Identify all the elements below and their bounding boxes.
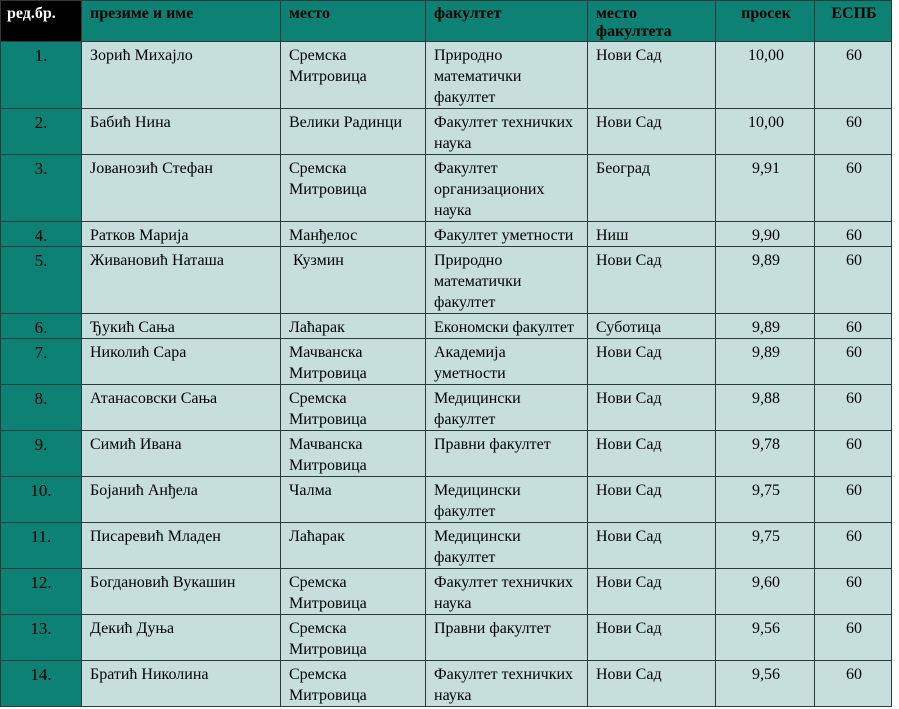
cell-espb: 60 (815, 155, 892, 222)
cell-faculty: Природно математички факултет (426, 247, 588, 314)
cell-faculty: Медицински факултет (426, 523, 588, 569)
cell-place: Лаћарак (281, 314, 426, 339)
cell-faculty: Факултет техничких наука (426, 109, 588, 155)
cell-place: Сремска Митровица (281, 155, 426, 222)
cell-average: 10,00 (716, 109, 815, 155)
cell-faculty-city: Нови Сад (588, 431, 716, 477)
cell-number: 1. (1, 42, 82, 109)
cell-average: 9,56 (716, 661, 815, 707)
header-number: ред.бр. (1, 1, 82, 42)
cell-name: Зорић Михајло (82, 42, 281, 109)
cell-number: 5. (1, 247, 82, 314)
table-row (1, 155, 892, 222)
cell-faculty: Факултет техничких наука (426, 661, 588, 707)
cell-espb: 60 (815, 615, 892, 661)
cell-faculty: Факултет техничких наука (426, 569, 588, 615)
cell-espb: 60 (815, 569, 892, 615)
cell-average: 9,91 (716, 155, 815, 222)
table-row (1, 314, 892, 339)
header-average: просек (716, 1, 815, 42)
cell-name: Ратков Марија (82, 222, 281, 247)
cell-number: 4. (1, 222, 82, 247)
cell-place: Мачванска Митровица (281, 431, 426, 477)
cell-espb: 60 (815, 431, 892, 477)
cell-number: 8. (1, 385, 82, 431)
cell-faculty-city: Нови Сад (588, 477, 716, 523)
header-faculty-city: место факултета (588, 1, 716, 42)
table-row (1, 42, 892, 109)
table-row (1, 569, 892, 615)
cell-faculty-city: Нови Сад (588, 615, 716, 661)
cell-faculty-city: Нови Сад (588, 42, 716, 109)
table-row (1, 661, 892, 707)
cell-name: Јованозић Стефан (82, 155, 281, 222)
cell-faculty-city: Нови Сад (588, 247, 716, 314)
cell-espb: 60 (815, 314, 892, 339)
cell-espb: 60 (815, 247, 892, 314)
cell-place: Сремска Митровица (281, 569, 426, 615)
cell-place: Сремска Митровица (281, 661, 426, 707)
cell-number: 3. (1, 155, 82, 222)
cell-average: 9,88 (716, 385, 815, 431)
cell-faculty-city: Нови Сад (588, 661, 716, 707)
cell-number: 2. (1, 109, 82, 155)
table-row (1, 109, 892, 155)
table-row (1, 615, 892, 661)
cell-espb: 60 (815, 339, 892, 385)
cell-average: 9,90 (716, 222, 815, 247)
cell-place: Лаћарак (281, 523, 426, 569)
cell-faculty-city: Београд (588, 155, 716, 222)
cell-espb: 60 (815, 109, 892, 155)
cell-faculty-city: Нови Сад (588, 109, 716, 155)
header-espb: ЕСПБ (815, 1, 892, 42)
cell-espb: 60 (815, 523, 892, 569)
cell-number: 10. (1, 477, 82, 523)
cell-average: 9,75 (716, 523, 815, 569)
cell-faculty: Медицински факултет (426, 477, 588, 523)
cell-name: Ђукић Сања (82, 314, 281, 339)
cell-average: 9,89 (716, 339, 815, 385)
cell-name: Писаревић Младен (82, 523, 281, 569)
cell-number: 7. (1, 339, 82, 385)
table-row (1, 477, 892, 523)
cell-number: 11. (1, 523, 82, 569)
table-row (1, 339, 892, 385)
cell-faculty: Природно математички факултет (426, 42, 588, 109)
cell-place: Сремска Митровица (281, 42, 426, 109)
cell-place: Сремска Митровица (281, 385, 426, 431)
header-row (1, 1, 892, 42)
header-place: место (281, 1, 426, 42)
cell-average: 9,60 (716, 569, 815, 615)
table-row (1, 247, 892, 314)
cell-place: Мачванска Митровица (281, 339, 426, 385)
cell-place: Сремска Митровица (281, 615, 426, 661)
cell-faculty: Факултет организационих наука (426, 155, 588, 222)
table-row (1, 431, 892, 477)
cell-faculty-city: Нови Сад (588, 339, 716, 385)
cell-espb: 60 (815, 42, 892, 109)
cell-faculty: Факултет уметности (426, 222, 588, 247)
cell-number: 14. (1, 661, 82, 707)
cell-name: Николић Сара (82, 339, 281, 385)
header-faculty: факултет (426, 1, 588, 42)
cell-number: 9. (1, 431, 82, 477)
cell-faculty: Правни факултет (426, 615, 588, 661)
header-name: презиме и име (82, 1, 281, 42)
table-header (1, 1, 892, 42)
cell-name: Богдановић Вукашин (82, 569, 281, 615)
cell-faculty-city: Нови Сад (588, 523, 716, 569)
cell-average: 9,89 (716, 314, 815, 339)
cell-faculty: Академија уметности (426, 339, 588, 385)
cell-faculty-city: Суботица (588, 314, 716, 339)
cell-place: Манђелос (281, 222, 426, 247)
cell-faculty-city: Ниш (588, 222, 716, 247)
table-row (1, 222, 892, 247)
table-row (1, 523, 892, 569)
cell-faculty: Економски факултет (426, 314, 588, 339)
cell-number: 6. (1, 314, 82, 339)
table-row (1, 385, 892, 431)
cell-average: 9,78 (716, 431, 815, 477)
cell-number: 13. (1, 615, 82, 661)
cell-faculty: Правни факултет (426, 431, 588, 477)
cell-espb: 60 (815, 661, 892, 707)
table-body (1, 42, 892, 707)
cell-average: 9,89 (716, 247, 815, 314)
cell-name: Бојанић Анђела (82, 477, 281, 523)
cell-faculty-city: Нови Сад (588, 385, 716, 431)
cell-name: Декић Дуња (82, 615, 281, 661)
cell-number: 12. (1, 569, 82, 615)
cell-espb: 60 (815, 477, 892, 523)
cell-average: 9,56 (716, 615, 815, 661)
cell-espb: 60 (815, 385, 892, 431)
cell-espb: 60 (815, 222, 892, 247)
cell-average: 9,75 (716, 477, 815, 523)
cell-place: Велики Радинци (281, 109, 426, 155)
cell-faculty: Медицински факултет (426, 385, 588, 431)
cell-name: Бабић Нина (82, 109, 281, 155)
cell-faculty-city: Нови Сад (588, 569, 716, 615)
cell-name: Атанасовски Сања (82, 385, 281, 431)
cell-place: Чалма (281, 477, 426, 523)
cell-name: Братић Николина (82, 661, 281, 707)
cell-average: 10,00 (716, 42, 815, 109)
cell-name: Симић Ивана (82, 431, 281, 477)
cell-place: Кузмин (281, 247, 426, 314)
cell-name: Живановић Наташа (82, 247, 281, 314)
